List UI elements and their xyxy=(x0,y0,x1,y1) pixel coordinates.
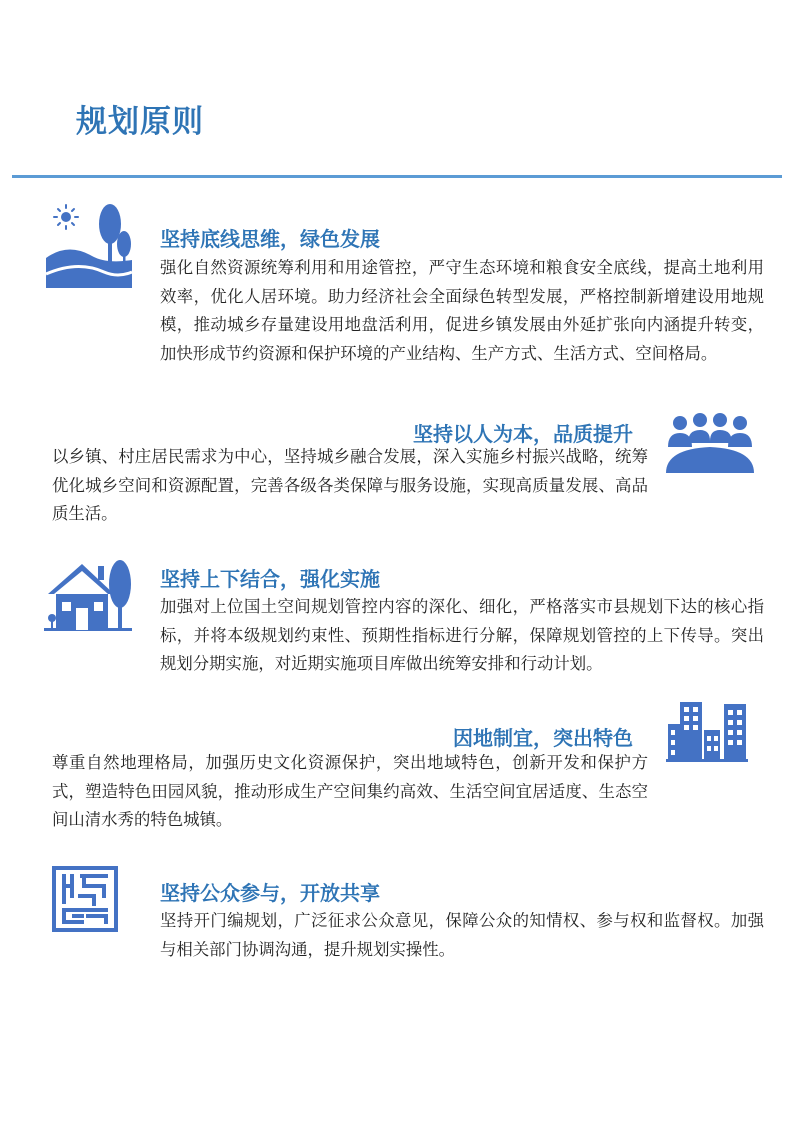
section-body-top-down: 加强对上位国土空间规划管控内容的深化、细化，严格落实市县规划下达的核心指标，并将本级规划约束性、预期性指标进行分解，保障规划管控的上下传导。突出规划分期实施，对近期实施项目库做出统筹安排和行动计划。 xyxy=(160,597,764,673)
title-divider xyxy=(12,175,782,178)
people-group-icon xyxy=(664,413,756,475)
section-body-bottom-line: 强化自然资源统筹利用和用途管控，严守生态环境和粮食安全底线，提高土地利用效率，优化人居环境。助力经济社会全面绿色转型发展，严格控制新增建设用地规模，推动城乡存量建设用地盘活利用，促进乡镇发展由外延扩张向内涵提升转变，加快形成节约资源和保护环境的产业结构、生产方式、生活方式、空间格局。 xyxy=(160,258,764,363)
section-body-people-first: 以乡镇、村庄居民需求为中心，坚持城乡融合发展，深入实施乡村振兴战略，统筹优化城乡空间和资源配置，完善各级各类保障与服务设施，实现高质量发展、高品质生活。 xyxy=(52,447,648,523)
section-heading-people-first: 坚持以人为本，品质提升 xyxy=(413,422,633,446)
section-heading-local-features: 因地制宜，突出特色 xyxy=(453,726,633,750)
section-heading-top-down: 坚持上下结合，强化实施 xyxy=(160,567,380,591)
jian-seal-icon xyxy=(52,866,118,932)
page-title: 规划原则 xyxy=(76,104,204,140)
city-buildings-icon xyxy=(666,700,748,762)
house-tree-icon xyxy=(42,560,134,632)
section-body-local-features: 尊重自然地理格局，加强历史文化资源保护，突出地域特色，创新开发和保护方式，塑造特色田园风貌，推动形成生产空间集约高效、生活空间宜居适度、生态空间山清水秀的特色城镇。 xyxy=(52,753,648,829)
section-heading-public-participation: 坚持公众参与，开放共享 xyxy=(160,881,380,905)
section-heading-bottom-line: 坚持底线思维，绿色发展 xyxy=(160,227,380,251)
sun-trees-landscape-icon xyxy=(44,202,134,290)
section-body-public-participation: 坚持开门编规划，广泛征求公众意见，保障公众的知情权、参与权和监督权。加强与相关部门协调沟通，提升规划实操性。 xyxy=(160,911,764,959)
